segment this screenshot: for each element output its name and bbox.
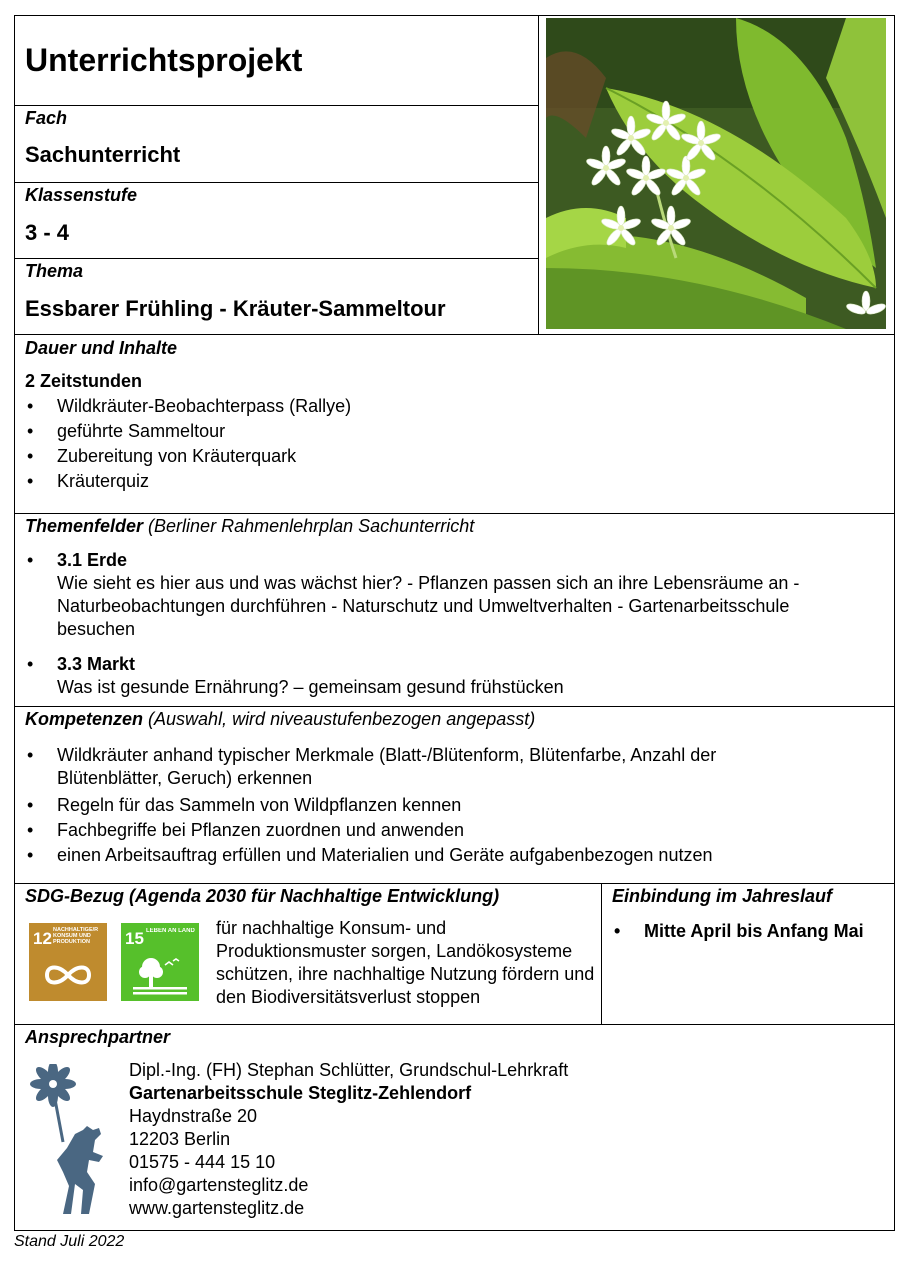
themenfelder-label [25,516,474,537]
kompetenzen-title: Kompetenzen [25,709,144,729]
kompetenzen-list [25,744,825,868]
dauer-label: Dauer und Inhalte [25,338,178,358]
sdg-15-icon [121,923,199,1001]
list-item: • Fachbegriffe bei Pflanzen zuordnen und anwenden [25,818,825,843]
header-divider [538,16,539,334]
logo-stem [54,1094,63,1142]
sdg-12-icon [29,923,107,1001]
themenfeld-heading: • 3.1 Erde [57,550,128,570]
page-title: Unterrichtsprojekt [25,42,303,78]
fach-value: Sachunterricht [25,142,181,167]
themenfeld-heading: • 3.3 Markt [57,654,136,674]
logo-flower-center [49,1080,57,1088]
rule [15,105,538,106]
rule [15,513,894,514]
list-item: • Regeln für das Sammeln von Wildpflanzen kennen [25,793,825,818]
rule [15,1024,894,1025]
list-item: • geführte Sammeltour [25,419,351,444]
kompetenzen-note: (Auswahl, wird niveaustufenbezogen angepasst) [148,709,536,729]
list-item [25,549,865,641]
themenfelder-note: (Berliner Rahmenlehrplan Sachunterricht [148,516,475,536]
kontakt-school: Gartenarbeitsschule Steglitz-Zehlendorf [129,1083,472,1103]
sdg-text: für nachhaltige Konsum- und Produktionsmuster sorgen, Landökosysteme schützen, ihre nachhaltige Nutzung fördern und den Biodiversitätsverlust stoppen [216,918,595,1007]
list-item: • Wildkräuter anhand typischer Merkmale (Blatt-/Blütenform, Blütenfarbe, Anzahl der Blütenblätter, Geruch) erkennen [25,744,825,790]
klasse-label: Klassenstufe [25,185,138,205]
thema-value: Essbarer Frühling - Kräuter-Sammeltour [25,296,446,321]
themenfeld-text: Was ist gesunde Ernährung? – gemeinsam gesund frühstücken [57,677,564,697]
tree-trunk [149,975,153,987]
jahreslauf-label: Einbindung im Jahreslauf [612,886,833,906]
sdg-15-caption: LEBEN AN LAND [146,928,195,934]
fach-label: Fach [25,108,68,128]
sdg-12-number: 12 [33,929,52,948]
wild-garlic-photo [546,18,886,329]
kontakt-phone: 01575 - 444 15 10 [129,1152,276,1172]
sdg-label: SDG-Bezug (Agenda 2030 für Nachhaltige Entwicklung) [25,886,500,906]
thema-label: Thema [25,261,84,281]
dauer-list [25,394,351,494]
themenfeld-text: Wie sieht es hier aus und was wächst hier? - Pflanzen passen sich an ihre Lebensräume an - Naturbeobachtungen durchführen - Naturschutz und Umweltverhalten - Gartenarbeitsschule besuchen [57,573,800,639]
kontakt-street: Haydnstraße 20 [129,1106,258,1126]
ground-line [133,992,187,995]
kontakt-email[interactable]: info@gartensteglitz.de [129,1175,309,1195]
sdg-divider [601,883,602,1024]
rule [15,706,894,707]
ground-line [133,987,187,990]
sdg-12-caption: NACHHALTIGE/R KONSUM UND PRODUKTION [53,927,99,945]
kontakt-details [129,1059,568,1220]
themenfelder-list [25,549,865,699]
jahreslauf-list [612,919,864,944]
klasse-value: 3 - 4 [25,220,70,245]
list-item: • Zubereitung von Kräuterquark [25,444,351,469]
rule [15,883,894,884]
themenfelder-title: Themenfelder [25,516,144,536]
kontakt-city: 12203 Berlin [129,1129,231,1149]
list-item: • Mitte April bis Anfang Mai [612,919,864,944]
list-item [25,653,865,699]
kompetenzen-label [25,709,535,730]
rule [15,334,894,335]
list-item: • Wildkräuter-Beobachterpass (Rallye) [25,394,351,419]
rule [15,258,538,259]
list-item: • einen Arbeitsauftrag erfüllen und Materialien und Geräte aufgabenbezogen nutzen [25,843,825,868]
dauer-hours: 2 Zeitstunden [25,371,143,391]
kontakt-person: Dipl.-Ing. (FH) Stephan Schlütter, Grundschul-Lehrkraft [129,1060,569,1080]
kontakt-label: Ansprechpartner [25,1027,171,1047]
bear-flower-logo [23,1064,123,1214]
kontakt-web[interactable]: www.gartensteglitz.de [129,1198,305,1218]
rule [15,182,538,183]
footer-date: Stand Juli 2022 [14,1233,125,1250]
list-item: • Kräuterquiz [25,469,351,494]
sdg-15-number: 15 [125,929,144,948]
